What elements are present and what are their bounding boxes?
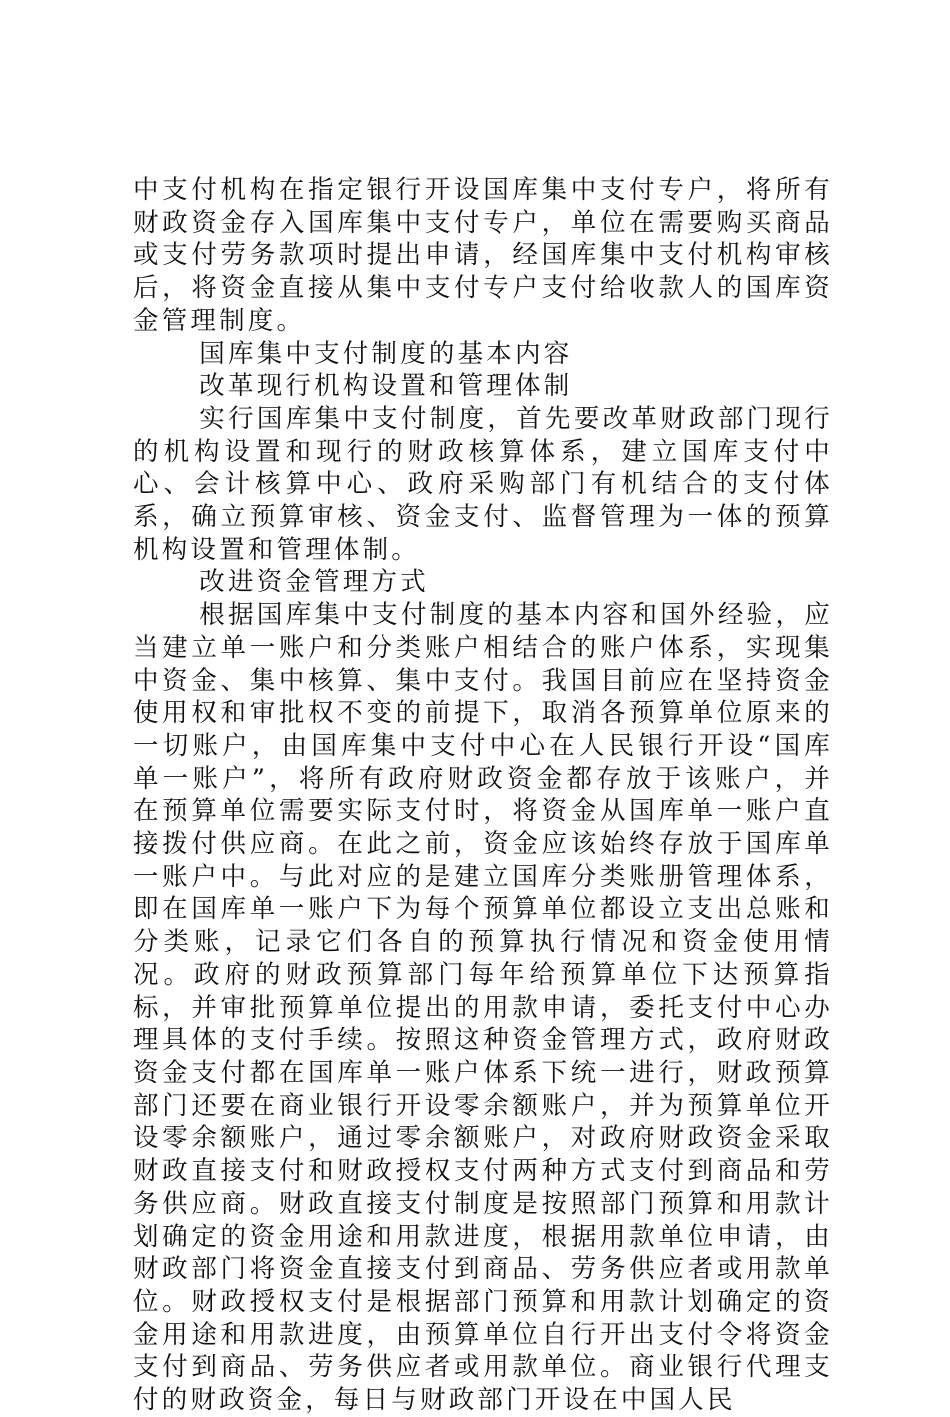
document-body [133, 174, 833, 1417]
paragraph-continuation: 中支付机构在指定银行开设国库集中支付专户，将所有财政资金存入国库集中支付专户，单位在需要购买商品或支付劳务款项时提出申请，经国库集中支付机构审核后，将资金直接从集中支付专户支付给收款人的国库资金管理制度。 [133, 175, 833, 336]
subsection-heading-fund-management: 改进资金管理方式 [199, 567, 429, 598]
paragraph-fund-management: 根据国库集中支付制度的基本内容和国外经验，应当建立单一账户和分类账户相结合的账户体系，实现集中资金、集中核算、集中支付。我国目前应在坚持资金使用权和审批权不变的前提下，取消各预算单位原来的一切账户，由国库集中支付中心在人民银行开设“国库单一账户”，将所有政府财政资金都存放于该账户，并在预算单位需要实际支付时，将资金从国库单一账户直接拨付供应商。在此之前，资金应该始终存放于国库单一账户中。与此对应的是建立国库分类账册管理体系，即在国库单一账户下为每个预算单位都设立支出总账和分类账，记录它们各自的预算执行情况和资金使用情况。政府的财政预算部门每年给预算单位下达预算指标，并审批预算单位提出的用款申请，委托支付中心办理具体的支付手续。按照这种资金管理方式，政府财政资金支付都在国库单一账户体系下统一进行，财政预算部门还要在商业银行开设零余额账户，并为预算单位开设零余额账户，通过零余额账户，对政府财政资金采取财政直接支付和财政授权支付两种方式支付到商品和劳务供应商。财政直接支付制度是按照部门预算和用款计划确定的资金用途和用款进度，根据用款单位申请，由财政部门将资金直接支付到商品、劳务供应者或用款单位。财政授权支付是根据部门预算和用款计划确定的资金用途和用款进度，由预算单位自行开出支付令将资金支付到商品、劳务供应者或用款单位。商业银行代理支付的财政资金，每日与财政部门开设在中国人民 [133, 600, 833, 1416]
paragraph-reform-institutions: 实行国库集中支付制度，首先要改革财政部门现行的机构设置和现行的财政核算体系，建立国库支付中心、会计核算中心、政府采购部门有机结合的支付体系，确立预算审核、资金支付、监督管理为一体的预算机构设置和管理体制。 [133, 403, 833, 565]
section-heading-basic-content: 国库集中支付制度的基本内容 [199, 338, 573, 369]
subsection-heading-reform-institutions: 改革现行机构设置和管理体制 [199, 371, 573, 402]
